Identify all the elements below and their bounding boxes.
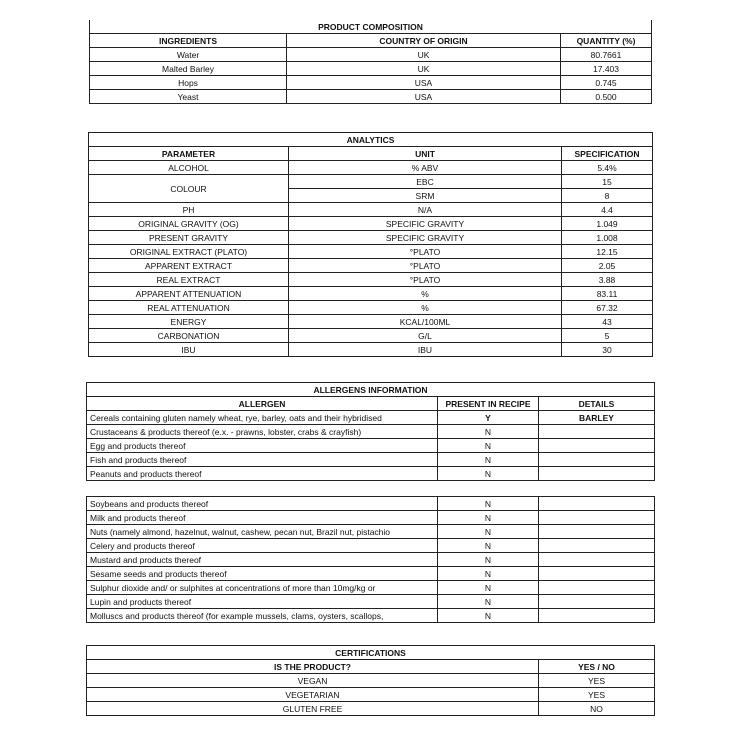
table-row bbox=[89, 231, 653, 245]
allergen-details bbox=[539, 581, 655, 595]
cell: % bbox=[289, 287, 562, 301]
certification-value: YES bbox=[539, 688, 655, 702]
cell: 67.32 bbox=[562, 301, 653, 315]
composition-title: PRODUCT COMPOSITION bbox=[90, 20, 652, 34]
cell: °PLATO bbox=[289, 259, 562, 273]
cell: USA bbox=[287, 90, 561, 104]
allergens-header-present: PRESENT IN RECIPE bbox=[438, 397, 539, 411]
table-row bbox=[87, 553, 655, 567]
cell: 80.7661 bbox=[561, 48, 652, 62]
certification-value: YES bbox=[539, 674, 655, 688]
allergen-name: Sulphur dioxide and/ or sulphites at concentrations of more than 10mg/kg or bbox=[87, 581, 438, 595]
table-row bbox=[87, 511, 655, 525]
cell: N/A bbox=[289, 203, 562, 217]
allergen-details bbox=[539, 497, 655, 511]
analytics-header-specification: SPECIFICATION bbox=[562, 147, 653, 161]
allergen-details bbox=[539, 425, 655, 439]
allergen-details bbox=[539, 567, 655, 581]
table-row bbox=[90, 76, 652, 90]
cell: % bbox=[289, 301, 562, 315]
cell: SPECIFIC GRAVITY bbox=[289, 217, 562, 231]
table-row bbox=[89, 301, 653, 315]
cell: Hops bbox=[90, 76, 287, 90]
allergen-present: N bbox=[438, 581, 539, 595]
analytics-table bbox=[88, 132, 653, 357]
allergen-details bbox=[539, 553, 655, 567]
cell: USA bbox=[287, 76, 561, 90]
cell: SRM bbox=[289, 189, 562, 203]
allergens-table-continued bbox=[86, 496, 655, 623]
composition-table bbox=[89, 20, 652, 104]
cell: Yeast bbox=[90, 90, 287, 104]
certification-name: VEGAN bbox=[87, 674, 539, 688]
allergen-present: Y bbox=[438, 411, 539, 425]
table-row bbox=[89, 315, 653, 329]
allergen-name: Nuts (namely almond, hazelnut, walnut, cashew, pecan nut, Brazil nut, pistachio bbox=[87, 525, 438, 539]
allergen-present: N bbox=[438, 453, 539, 467]
cell: SPECIFIC GRAVITY bbox=[289, 231, 562, 245]
cell: PRESENT GRAVITY bbox=[89, 231, 289, 245]
table-row bbox=[87, 539, 655, 553]
colour-label: COLOUR bbox=[89, 175, 289, 203]
cell: REAL EXTRACT bbox=[89, 273, 289, 287]
cell: Malted Barley bbox=[90, 62, 287, 76]
allergen-name: Lupin and products thereof bbox=[87, 595, 438, 609]
cell: 5.4% bbox=[562, 161, 653, 175]
cell: 5 bbox=[562, 329, 653, 343]
cell: 15 bbox=[562, 175, 653, 189]
table-row bbox=[87, 581, 655, 595]
table-row bbox=[87, 525, 655, 539]
table-row bbox=[87, 453, 655, 467]
cell: °PLATO bbox=[289, 273, 562, 287]
cell: 2.05 bbox=[562, 259, 653, 273]
cell: °PLATO bbox=[289, 245, 562, 259]
allergen-details bbox=[539, 467, 655, 481]
cell: KCAL/100ML bbox=[289, 315, 562, 329]
allergen-present: N bbox=[438, 539, 539, 553]
table-row bbox=[89, 329, 653, 343]
allergen-present: N bbox=[438, 567, 539, 581]
allergen-present: N bbox=[438, 553, 539, 567]
table-row bbox=[89, 259, 653, 273]
allergen-name: Egg and products thereof bbox=[87, 439, 438, 453]
allergens-header-allergen: ALLERGEN bbox=[87, 397, 438, 411]
cell: APPARENT EXTRACT bbox=[89, 259, 289, 273]
cell: IBU bbox=[89, 343, 289, 357]
composition-header-ingredients: INGREDIENTS bbox=[90, 34, 287, 48]
allergens-title: ALLERGENS INFORMATION bbox=[87, 383, 655, 397]
table-row bbox=[87, 467, 655, 481]
table-row bbox=[89, 203, 653, 217]
allergen-present: N bbox=[438, 511, 539, 525]
certifications-table bbox=[86, 645, 655, 716]
allergen-details bbox=[539, 453, 655, 467]
allergen-name: Mustard and products thereof bbox=[87, 553, 438, 567]
cell: 17.403 bbox=[561, 62, 652, 76]
allergen-name: Molluscs and products thereof (for example mussels, clams, oysters, scallops, bbox=[87, 609, 438, 623]
allergen-details bbox=[539, 525, 655, 539]
allergen-name: Soybeans and products thereof bbox=[87, 497, 438, 511]
cell: 0.745 bbox=[561, 76, 652, 90]
cell: EBC bbox=[289, 175, 562, 189]
composition-header-quantity: QUANTITY (%) bbox=[561, 34, 652, 48]
cell: 1.049 bbox=[562, 217, 653, 231]
certification-name: GLUTEN FREE bbox=[87, 702, 539, 716]
analytics-title: ANALYTICS bbox=[89, 133, 653, 147]
allergen-present: N bbox=[438, 497, 539, 511]
cell: ORIGINAL GRAVITY (OG) bbox=[89, 217, 289, 231]
table-row bbox=[87, 425, 655, 439]
cell: 83.11 bbox=[562, 287, 653, 301]
analytics-header-parameter: PARAMETER bbox=[89, 147, 289, 161]
cell: G/L bbox=[289, 329, 562, 343]
allergen-name: Peanuts and products thereof bbox=[87, 467, 438, 481]
allergen-present: N bbox=[438, 525, 539, 539]
table-row bbox=[90, 90, 652, 104]
allergen-details bbox=[539, 539, 655, 553]
allergen-present: N bbox=[438, 609, 539, 623]
allergen-name: Crustaceans & products thereof (e.x. - prawns, lobster, crabs & crayfish) bbox=[87, 425, 438, 439]
table-row bbox=[90, 48, 652, 62]
cell: 43 bbox=[562, 315, 653, 329]
cell: % ABV bbox=[289, 161, 562, 175]
allergens-table bbox=[86, 382, 655, 481]
allergen-details bbox=[539, 595, 655, 609]
cell: Water bbox=[90, 48, 287, 62]
cell: UK bbox=[287, 48, 561, 62]
analytics-header-unit: UNIT bbox=[289, 147, 562, 161]
certifications-header-answer: YES / NO bbox=[539, 660, 655, 674]
cell: ORIGINAL EXTRACT (PLATO) bbox=[89, 245, 289, 259]
table-row bbox=[87, 411, 655, 425]
allergen-details bbox=[539, 439, 655, 453]
table-row bbox=[89, 175, 653, 189]
table-row bbox=[87, 439, 655, 453]
table-row bbox=[89, 217, 653, 231]
table-row bbox=[87, 674, 655, 688]
table-row bbox=[90, 62, 652, 76]
cell: 3.88 bbox=[562, 273, 653, 287]
table-row bbox=[87, 688, 655, 702]
allergen-details: BARLEY bbox=[539, 411, 655, 425]
allergen-name: Milk and products thereof bbox=[87, 511, 438, 525]
table-row bbox=[89, 245, 653, 259]
certification-name: VEGETARIAN bbox=[87, 688, 539, 702]
cell: 4.4 bbox=[562, 203, 653, 217]
cell: ENERGY bbox=[89, 315, 289, 329]
allergen-details bbox=[539, 511, 655, 525]
table-row bbox=[87, 609, 655, 623]
table-row bbox=[87, 702, 655, 716]
certification-value: NO bbox=[539, 702, 655, 716]
cell: ALCOHOL bbox=[89, 161, 289, 175]
cell: UK bbox=[287, 62, 561, 76]
allergens-header-details: DETAILS bbox=[539, 397, 655, 411]
table-row bbox=[89, 343, 653, 357]
cell: CARBONATION bbox=[89, 329, 289, 343]
allergen-present: N bbox=[438, 595, 539, 609]
cell: 1.008 bbox=[562, 231, 653, 245]
cell: 8 bbox=[562, 189, 653, 203]
cell: 30 bbox=[562, 343, 653, 357]
cell: APPARENT ATTENUATION bbox=[89, 287, 289, 301]
cell: 12.15 bbox=[562, 245, 653, 259]
table-row bbox=[89, 161, 653, 175]
table-row bbox=[89, 273, 653, 287]
table-row bbox=[87, 497, 655, 511]
allergen-present: N bbox=[438, 467, 539, 481]
table-row bbox=[87, 595, 655, 609]
allergen-name: Fish and products thereof bbox=[87, 453, 438, 467]
cell: IBU bbox=[289, 343, 562, 357]
cell: PH bbox=[89, 203, 289, 217]
table-row bbox=[87, 567, 655, 581]
allergen-name: Celery and products thereof bbox=[87, 539, 438, 553]
certifications-title: CERTIFICATIONS bbox=[87, 646, 655, 660]
cell: 0.500 bbox=[561, 90, 652, 104]
certifications-header-question: IS THE PRODUCT? bbox=[87, 660, 539, 674]
cell: REAL ATTENUATION bbox=[89, 301, 289, 315]
table-row bbox=[89, 287, 653, 301]
composition-header-country: COUNTRY OF ORIGIN bbox=[287, 34, 561, 48]
allergen-details bbox=[539, 609, 655, 623]
allergen-present: N bbox=[438, 425, 539, 439]
allergen-name: Cereals containing gluten namely wheat, rye, barley, oats and their hybridised bbox=[87, 411, 438, 425]
allergen-present: N bbox=[438, 439, 539, 453]
allergen-name: Sesame seeds and products thereof bbox=[87, 567, 438, 581]
